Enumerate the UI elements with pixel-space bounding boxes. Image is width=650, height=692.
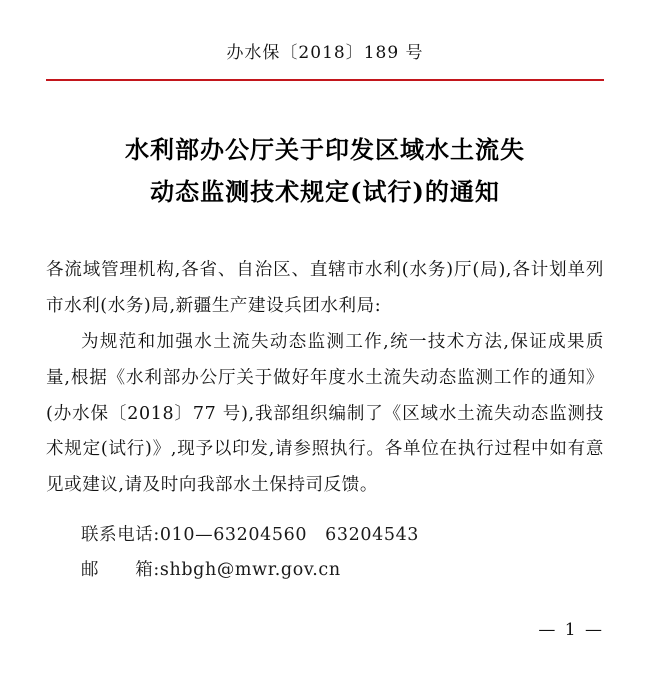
document-body [46, 253, 604, 504]
red-divider-rule [46, 79, 604, 81]
main-paragraph: 为规范和加强水土流失动态监测工作,统一技术方法,保证成果质量,根据《水利部办公厅关于做好年度水土流失动态监测工作的通知》(办水保〔2018〕77 号),我部组织编制了《区域水土流失动态监测技术规定(试行)》,现予以印发,请参照执行。各单位在执行过程中如有意见或建议,请及时向我部水土保持司反馈。 [46, 331, 604, 496]
addressee-paragraph: 各流域管理机构,各省、自治区、直辖市水利(水务)厅(局),各计划单列市水利(水务)局,新疆生产建设兵团水利局: [46, 260, 604, 316]
document-title-line-1: 水利部办公厅关于印发区域水土流失 [125, 135, 525, 164]
document-title-line-2: 动态监测技术规定(试行)的通知 [150, 177, 500, 206]
document-number: 办水保〔2018〕189 号 [226, 43, 424, 63]
contact-phone-line: 联系电话:010—63204560 63204543 [81, 525, 420, 546]
document-title [46, 129, 604, 213]
document-page [0, 38, 650, 692]
contact-email-line: 邮 箱:shbgh@mwr.gov.cn [81, 560, 341, 581]
contact-info [46, 518, 604, 588]
page-number: — 1 — [538, 620, 604, 640]
